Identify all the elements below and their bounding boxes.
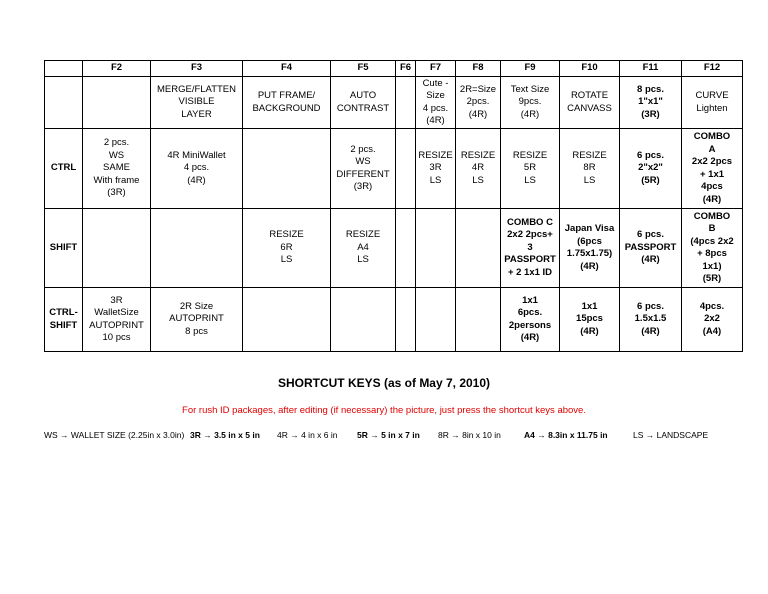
- rush-note: For rush ID packages, after editing (if necessary) the picture, just press the shortcut keys above.: [182, 405, 586, 416]
- table-cell: 6 pcs. 2"x2" (5R): [620, 129, 682, 209]
- table-cell: [456, 209, 501, 288]
- table-cell: 2 pcs. WS DIFFERENT (3R): [331, 129, 396, 209]
- table-cell: 4pcs. 2x2 (A4): [682, 288, 743, 352]
- header-cell: F4: [243, 61, 331, 77]
- header-cell: F6: [396, 61, 416, 77]
- header-cell: F3: [151, 61, 243, 77]
- table-cell: 4R MiniWallet 4 pcs. (4R): [151, 129, 243, 209]
- table-row: [45, 129, 743, 209]
- legend-item-3r: 3R → 3.5 in x 5 in: [190, 430, 260, 440]
- table-cell: Cute - Size 4 pcs. (4R): [416, 77, 456, 129]
- table-cell: [416, 288, 456, 352]
- table-cell: [396, 209, 416, 288]
- table-cell: 6 pcs. PASSPORT (4R): [620, 209, 682, 288]
- header-cell: F10: [560, 61, 620, 77]
- row-label: CTRL- SHIFT: [45, 288, 83, 352]
- table-cell: Text Size 9pcs. (4R): [501, 77, 560, 129]
- table-cell: RESIZE 8R LS: [560, 129, 620, 209]
- table-row: [45, 209, 743, 288]
- table-cell: [151, 209, 243, 288]
- legend-item-ws: WS → WALLET SIZE (2.25in x 3.0in): [44, 430, 185, 440]
- legend-item-5r: 5R → 5 in x 7 in: [357, 430, 420, 440]
- header-cell: F11: [620, 61, 682, 77]
- table-cell: [243, 129, 331, 209]
- table-cell: COMBO B (4pcs 2x2 + 8pcs 1x1) (5R): [682, 209, 743, 288]
- table-cell: RESIZE 6R LS: [243, 209, 331, 288]
- header-cell: F7: [416, 61, 456, 77]
- table-cell: RESIZE 4R LS: [456, 129, 501, 209]
- table-cell: [243, 288, 331, 352]
- legend-item-ls: LS → LANDSCAPE: [633, 430, 709, 440]
- table-cell: [396, 288, 416, 352]
- row-label: CTRL: [45, 129, 83, 209]
- header-cell: F8: [456, 61, 501, 77]
- table-cell: [416, 209, 456, 288]
- table-cell: 2R Size AUTOPRINT 8 pcs: [151, 288, 243, 352]
- table-cell: 1x1 6pcs. 2persons (4R): [501, 288, 560, 352]
- table-cell: MERGE/FLATTEN VISIBLE LAYER: [151, 77, 243, 129]
- shortcut-table: [44, 60, 743, 352]
- table-cell: RESIZE A4 LS: [331, 209, 396, 288]
- table-cell: [331, 288, 396, 352]
- table-cell: 3R WalletSize AUTOPRINT 10 pcs: [83, 288, 151, 352]
- legend-item-4r: 4R → 4 in x 6 in: [277, 430, 338, 440]
- table-row: [45, 288, 743, 352]
- table-cell: [396, 129, 416, 209]
- header-cell: F9: [501, 61, 560, 77]
- table-cell: 2 pcs. WS SAME With frame (3R): [83, 129, 151, 209]
- table-cell: [83, 209, 151, 288]
- table-cell: AUTO CONTRAST: [331, 77, 396, 129]
- header-row: [45, 61, 743, 77]
- table-cell: [396, 77, 416, 129]
- table-cell: RESIZE 3R LS: [416, 129, 456, 209]
- page-title: SHORTCUT KEYS (as of May 7, 2010): [277, 376, 491, 390]
- table-cell: PUT FRAME/ BACKGROUND: [243, 77, 331, 129]
- header-cell: [45, 61, 83, 77]
- table-cell: CURVE Lighten: [682, 77, 743, 129]
- legend-item-a4: A4 → 8.3in x 11.75 in: [524, 430, 608, 440]
- row-label: SHIFT: [45, 209, 83, 288]
- table-cell: Japan Visa (6pcs 1.75x1.75) (4R): [560, 209, 620, 288]
- table-cell: ROTATE CANVASS: [560, 77, 620, 129]
- table-cell: 2R=Size 2pcs. (4R): [456, 77, 501, 129]
- table-cell: [456, 288, 501, 352]
- legend-item-8r: 8R → 8in x 10 in: [438, 430, 501, 440]
- table-cell: 8 pcs. 1"x1" (3R): [620, 77, 682, 129]
- header-cell: F2: [83, 61, 151, 77]
- header-cell: F5: [331, 61, 396, 77]
- row-label: [45, 77, 83, 129]
- table-cell: 1x1 15pcs (4R): [560, 288, 620, 352]
- table-cell: 6 pcs. 1.5x1.5 (4R): [620, 288, 682, 352]
- header-cell: F12: [682, 61, 743, 77]
- table-cell: COMBO A 2x2 2pcs + 1x1 4pcs (4R): [682, 129, 743, 209]
- table-row: [45, 77, 743, 129]
- table-cell: RESIZE 5R LS: [501, 129, 560, 209]
- table-cell: COMBO C 2x2 2pcs+ 3 PASSPORT + 2 1x1 ID: [501, 209, 560, 288]
- table-cell: [83, 77, 151, 129]
